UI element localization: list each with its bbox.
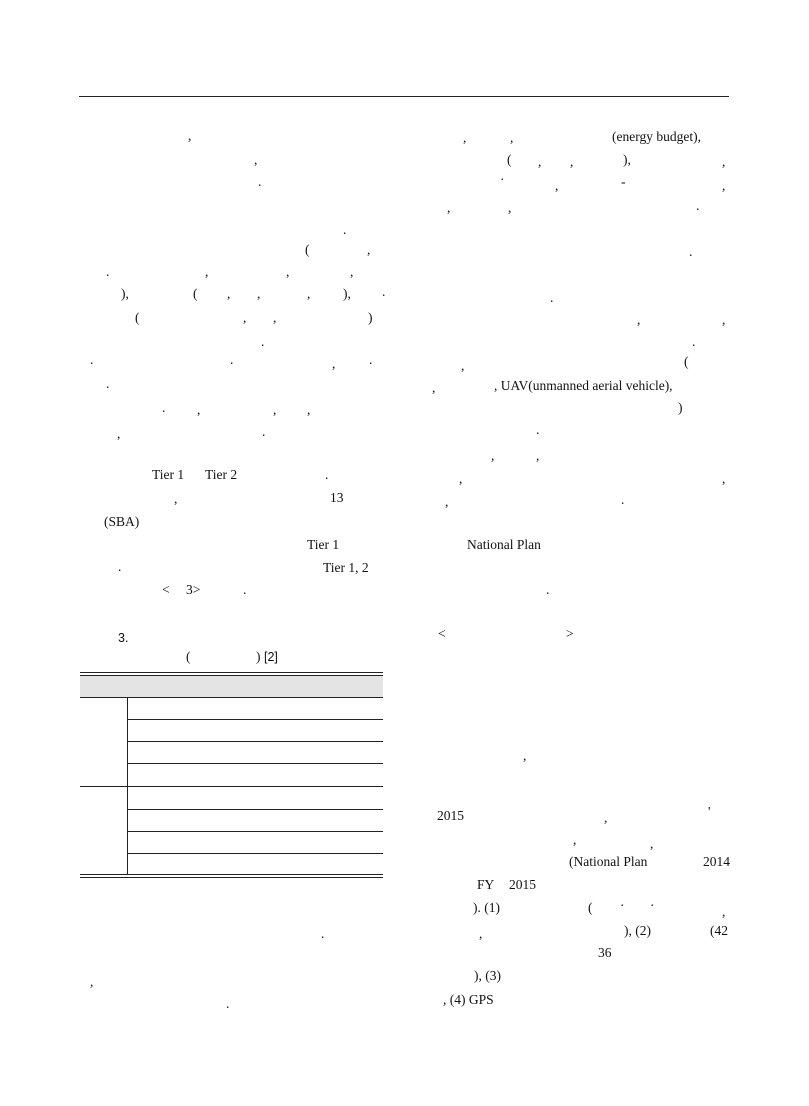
text-fragment: Tier 2 xyxy=(205,467,238,482)
text-fragment: , xyxy=(555,178,559,193)
text-fragment: , xyxy=(463,130,467,145)
table-row xyxy=(127,741,383,742)
text-fragment: . xyxy=(230,352,234,367)
text-fragment: , xyxy=(650,836,654,851)
text-fragment: . xyxy=(226,996,230,1011)
text-fragment: ), xyxy=(121,286,129,301)
text-fragment: , xyxy=(637,312,641,327)
text-fragment: ), xyxy=(623,152,631,167)
text-fragment: . xyxy=(118,559,122,574)
table-rule xyxy=(80,672,383,673)
text-fragment: 3> xyxy=(186,582,201,597)
table-rule xyxy=(80,874,383,875)
text-fragment: , xyxy=(722,312,726,327)
text-fragment: Tier 1, 2 xyxy=(323,560,369,575)
text-fragment: ) xyxy=(678,400,683,415)
text-fragment: , xyxy=(205,264,209,279)
text-fragment: ( xyxy=(684,354,689,369)
text-fragment: ( xyxy=(135,310,140,325)
text-fragment: Tier 1 xyxy=(152,467,185,482)
text-fragment: , xyxy=(459,471,463,486)
text-fragment: , xyxy=(188,128,192,143)
table-row xyxy=(127,719,383,720)
table-header-row xyxy=(80,675,383,697)
text-fragment: , xyxy=(286,264,290,279)
text-fragment: ' xyxy=(708,804,711,819)
text-fragment: , xyxy=(332,356,336,371)
text-fragment: . xyxy=(90,352,94,367)
text-fragment: , (4) GPS xyxy=(443,992,494,1007)
text-fragment: . xyxy=(321,926,325,941)
text-fragment: . xyxy=(261,334,265,349)
text-fragment: . xyxy=(382,284,386,299)
text-fragment: 2015 xyxy=(509,877,536,892)
text-fragment: . xyxy=(262,424,266,439)
text-fragment: · xyxy=(650,898,655,913)
table-row xyxy=(127,831,383,832)
text-fragment: , xyxy=(257,286,261,301)
text-fragment: < xyxy=(162,582,170,597)
caption-reference: [2] xyxy=(264,650,278,664)
text-fragment: . xyxy=(692,334,696,349)
text-fragment: , xyxy=(117,426,121,441)
text-fragment: , xyxy=(254,152,258,167)
box-title-open: < xyxy=(438,626,446,641)
text-fragment: . xyxy=(369,352,373,367)
text-fragment: , xyxy=(722,904,726,919)
text-fragment: ( xyxy=(588,900,593,915)
text-fragment: , xyxy=(350,264,354,279)
text-fragment: , xyxy=(447,200,451,215)
text-fragment: . xyxy=(343,222,347,237)
text-fragment: - xyxy=(621,174,626,189)
text-fragment: , xyxy=(273,402,277,417)
text-fragment: , xyxy=(273,310,277,325)
text-fragment: , xyxy=(722,178,726,193)
text-fragment: . xyxy=(243,582,247,597)
text-fragment: , xyxy=(445,494,449,509)
text-fragment: ), (2) xyxy=(624,923,651,938)
text-fragment: . xyxy=(689,244,693,259)
text-fragment: . xyxy=(536,422,540,437)
text-fragment: , xyxy=(573,832,577,847)
text-fragment: . xyxy=(106,376,110,391)
text-fragment: , xyxy=(367,242,371,257)
text-fragment: · xyxy=(620,898,625,913)
text-fragment: , xyxy=(461,358,465,373)
text-fragment: ( xyxy=(507,152,512,167)
box-title-close: > xyxy=(566,626,574,641)
table-row xyxy=(127,809,383,810)
text-fragment: , xyxy=(538,154,542,169)
text-fragment: , UAV(unmanned aerial vehicle), xyxy=(494,378,673,393)
text-fragment: , xyxy=(174,491,178,506)
text-fragment: 2014 xyxy=(703,854,730,869)
text-fragment: , xyxy=(243,310,247,325)
text-fragment: , xyxy=(491,448,495,463)
text-fragment: , xyxy=(90,974,94,989)
text-fragment: . xyxy=(162,400,166,415)
text-fragment: ) xyxy=(368,310,373,325)
text-fragment: FY xyxy=(477,877,495,892)
table-rule xyxy=(80,675,383,676)
text-fragment: , xyxy=(479,926,483,941)
text-fragment: 13 xyxy=(330,490,344,505)
text-fragment: (SBA) xyxy=(104,514,140,529)
text-fragment: National Plan xyxy=(467,537,541,552)
text-fragment: , xyxy=(570,154,574,169)
text-fragment: . xyxy=(546,582,550,597)
text-fragment: (42 xyxy=(710,923,728,938)
table-number: 3. xyxy=(118,631,129,645)
text-fragment: ). (1) xyxy=(473,900,500,915)
text-fragment: , xyxy=(722,154,726,169)
text-fragment: 36 xyxy=(598,945,612,960)
text-fragment: ( xyxy=(193,286,198,301)
text-fragment: · xyxy=(500,172,505,187)
table-row xyxy=(80,786,383,787)
text-fragment: ), xyxy=(343,286,351,301)
text-fragment: , xyxy=(307,402,311,417)
header-rule xyxy=(79,96,729,97)
text-fragment: (National Plan xyxy=(569,854,648,869)
text-fragment: . xyxy=(106,264,110,279)
table-row xyxy=(127,763,383,764)
text-fragment: . xyxy=(325,467,329,482)
text-fragment: , xyxy=(227,286,231,301)
text-fragment: , xyxy=(197,402,201,417)
text-fragment: (energy budget), xyxy=(612,129,701,144)
text-fragment: ), (3) xyxy=(474,968,501,983)
data-table xyxy=(80,672,383,878)
text-fragment: , xyxy=(508,200,512,215)
text-fragment: , xyxy=(722,471,726,486)
text-fragment: , xyxy=(523,748,527,763)
text-fragment: , xyxy=(307,286,311,301)
text-fragment: . xyxy=(258,174,262,189)
table-column-divider xyxy=(127,697,128,874)
table-row xyxy=(127,853,383,854)
text-fragment: . xyxy=(550,290,554,305)
text-fragment: , xyxy=(536,448,540,463)
text-fragment: , xyxy=(604,810,608,825)
text-fragment: . xyxy=(621,492,625,507)
text-fragment: Tier 1 xyxy=(307,537,340,552)
caption-paren-open: ( xyxy=(186,649,191,664)
text-fragment: , xyxy=(432,380,436,395)
caption-paren-close: ) xyxy=(256,649,261,664)
text-fragment: , xyxy=(510,130,514,145)
text-fragment: . xyxy=(696,198,700,213)
table-rule xyxy=(80,697,383,698)
text-fragment: ( xyxy=(305,242,310,257)
table-rule xyxy=(80,877,383,878)
text-fragment: 2015 xyxy=(437,808,464,823)
